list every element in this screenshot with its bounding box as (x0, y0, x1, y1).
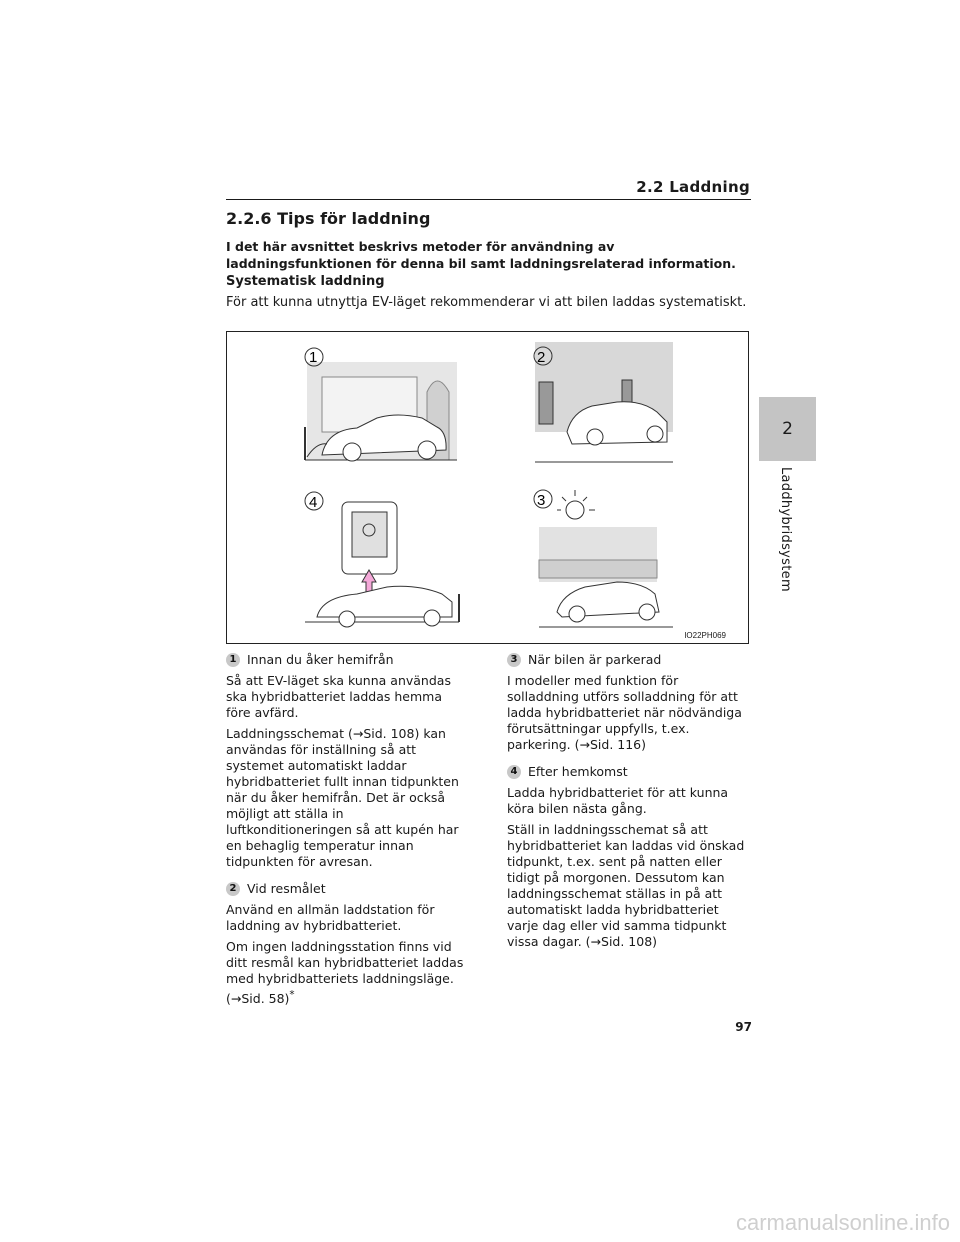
page-number: 97 (735, 1020, 752, 1034)
item-4-number: 4 (507, 765, 521, 779)
item-3-number: 3 (507, 653, 521, 667)
item-3-paragraph-1: I modeller med funktion för solladdning utförs solladdning för att ladda hybridbatteriet när nödvändiga förutsättningar uppfylls, t.ex. parkering. (→Sid. 116) (507, 673, 742, 752)
item-2-heading (226, 881, 470, 897)
item-2-footnote-mark: * (289, 989, 295, 1001)
item-4-paragraph-2: Ställ in laddningsschemat så att hybridbatteriet kan laddas vid önskad tidpunkt, t.ex. sent på natten eller tidigt på morgonen. Dessutom kan laddningsschemat ställas in på att automatiskt ladda hybridbatteriet varje dag eller vid samma tidpunkt vissa dagar. (→Sid. 108) (507, 822, 745, 949)
intro-paragraph: I det här avsnittet beskrivs metoder för användning av laddningsfunktionen för denna bil samt laddningsrelaterad information. (226, 239, 736, 271)
watermark: carmanualsonline.info (735, 1210, 950, 1235)
chapter-tab: 2 (759, 397, 816, 461)
item-1-title: Innan du åker hemifrån (247, 652, 394, 667)
item-2-reference (226, 987, 470, 1007)
item-2-number: 2 (226, 882, 240, 896)
figure-code: IO22PH069 (684, 631, 726, 640)
charging-illustration (226, 331, 749, 644)
item-4-heading (507, 764, 751, 780)
item-3-title: När bilen är parkerad (528, 652, 662, 667)
panel-label-1: 1 (309, 349, 318, 366)
body-paragraph: För att kunna utnyttja EV-läget rekommenderar vi att bilen laddas systematiskt. (226, 295, 747, 310)
right-column (507, 652, 751, 955)
illustration-drawing (227, 332, 750, 645)
panel-label-3: 3 (537, 492, 546, 509)
item-1-paragraph-2: Laddningsschemat (→Sid. 108) kan användas för inställning så att systemet automatiskt laddar hybridbatteriet fullt innan tidpunkten när du åker hemifrån. Det är också möjligt att ställa in luftkonditioneringen så att kupén har en behaglig temperatur innan tidpunkten för avresan. (226, 726, 459, 869)
panel-public-station (535, 342, 673, 462)
panel-label-2: 2 (537, 349, 546, 366)
item-2-title: Vid resmålet (247, 881, 326, 896)
panel-parked-solar (539, 490, 673, 627)
item-1-heading (226, 652, 470, 668)
item-1-number: 1 (226, 653, 240, 667)
item-2-paragraph-2: Om ingen laddningsstation finns vid ditt resmål kan hybridbatteriet laddas med hybridbatteriets laddningsläge. (226, 939, 464, 986)
item-4-paragraph-1: Ladda hybridbatteriet för att kunna köra bilen nästa gång. (507, 785, 729, 816)
left-column (226, 652, 470, 1012)
item-2-paragraph-1: Använd en allmän laddstation för laddning av hybridbatteriet. (226, 902, 435, 933)
item-3-heading (507, 652, 751, 668)
header-rule (226, 199, 751, 200)
running-header: 2.2 Laddning (636, 178, 750, 196)
section-title: 2.2.6 Tips för laddning (226, 209, 431, 228)
subheading: Systematisk laddning (226, 274, 385, 289)
chapter-label: Laddhybridsystem (778, 467, 793, 592)
item-1-paragraph-1: Så att EV-läget ska kunna användas ska hybridbatteriet laddas hemma före avfärd. (226, 673, 451, 720)
panel-after-return (305, 502, 459, 627)
panel-label-4: 4 (309, 494, 318, 511)
item-2-reference-text: (→Sid. 58) (226, 991, 290, 1007)
panel-home-charging (305, 362, 457, 461)
item-4-title: Efter hemkomst (528, 764, 628, 779)
